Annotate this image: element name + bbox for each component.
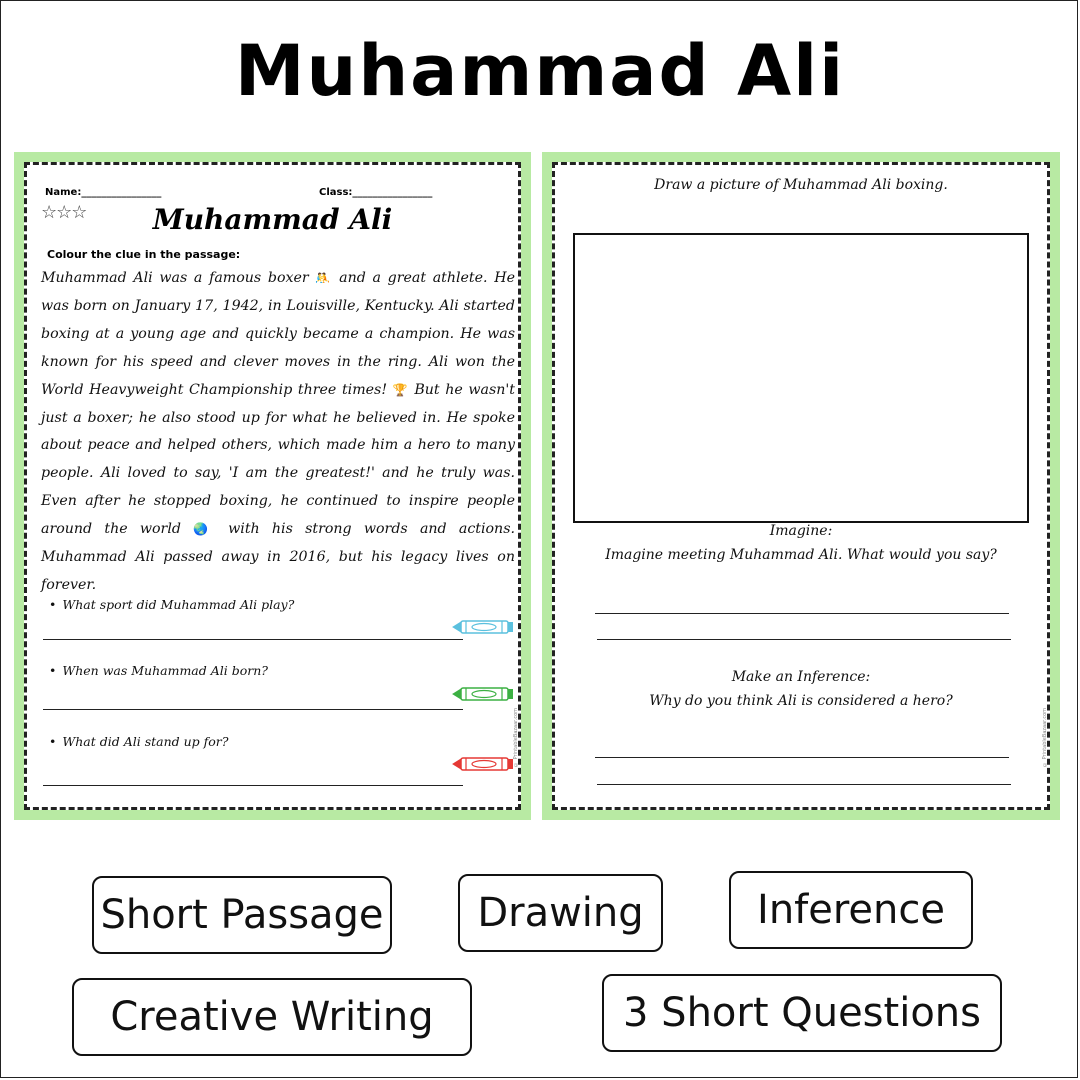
tag-short-passage: Short Passage (92, 876, 392, 954)
tag-inference: Inference (729, 871, 973, 949)
answer-line (597, 784, 1011, 785)
inference-heading: Make an Inference: (731, 669, 871, 685)
imagine-question: Imagine meeting Muhammad Ali. What would you say? (605, 547, 997, 563)
globe-emoji-icon: 🌏 (193, 522, 216, 537)
wrestling-emoji-icon: 🤼 (315, 271, 333, 285)
passage-text: Muhammad Ali was a famous boxer (41, 270, 316, 286)
imagine-heading: Imagine: (769, 523, 833, 539)
answer-line (595, 613, 1009, 614)
drawing-box (573, 233, 1029, 523)
crayon-red-icon (452, 755, 514, 773)
question-text: What did Ali stand up for? (62, 734, 229, 749)
question-1: • What sport did Muhammad Ali play? (49, 597, 295, 612)
name-field-label: Name:________________ (45, 187, 162, 198)
crayon-blue-icon (452, 618, 514, 636)
worksheet-preview-passage (14, 152, 531, 820)
draw-prompt: Draw a picture of Muhammad Ali boxing. (654, 177, 948, 193)
question-text: When was Muhammad Ali born? (62, 663, 268, 678)
worksheet-preview-drawing (542, 152, 1060, 820)
tag-drawing: Drawing (458, 874, 663, 952)
inference-question: Why do you think Ali is considered a hero? (649, 693, 953, 709)
credit-text: © PrintableBazaar.com (1042, 708, 1048, 767)
answer-line (43, 639, 463, 640)
trophy-emoji-icon: 🏆 (392, 382, 409, 397)
class-field-label: Class:________________ (319, 187, 433, 198)
worksheet-sheet (552, 162, 1050, 810)
reading-passage (41, 265, 515, 600)
passage-text: and a great athlete. He was born on January 17, 1942, in Louisville, Kentucky. Ali started boxing at a young age and quickly became a champion. He was known for his speed and clever moves in the ring. Ali won the World Heavyweight Championship three times! (41, 270, 515, 398)
answer-line (43, 709, 463, 710)
page-title: Muhammad Ali (234, 30, 846, 112)
answer-line (595, 757, 1009, 758)
passage-text: But he wasn't just a boxer; he also stood up for what he believed in. He spoke about peace and helped others, which made him a hero to many people. Ali loved to say, 'I am the greatest!' and he truly was. Even after he stopped boxing, he continued to inspire people around the world (41, 381, 516, 538)
answer-line (43, 785, 463, 786)
question-2: • When was Muhammad Ali born? (49, 663, 268, 678)
worksheet-sheet (24, 162, 521, 810)
question-3: • What did Ali stand up for? (49, 734, 229, 749)
tag-creative-writing: Creative Writing (72, 978, 472, 1056)
crayon-green-icon (452, 685, 514, 703)
answer-line (597, 639, 1011, 640)
passage-text: with his strong words and actions. Muhammad Ali passed away in 2016, but his legacy lives on forever. (41, 521, 515, 593)
credit-text: © PrintableBazaar.com (513, 708, 519, 767)
rating-stars-icon: ☆☆☆ (41, 202, 87, 223)
tag-3-short-questions: 3 Short Questions (602, 974, 1002, 1052)
instruction-text: Colour the clue in the passage: (47, 248, 241, 261)
question-text: What sport did Muhammad Ali play? (62, 597, 295, 612)
worksheet-title: Muhammad Ali (152, 203, 393, 236)
